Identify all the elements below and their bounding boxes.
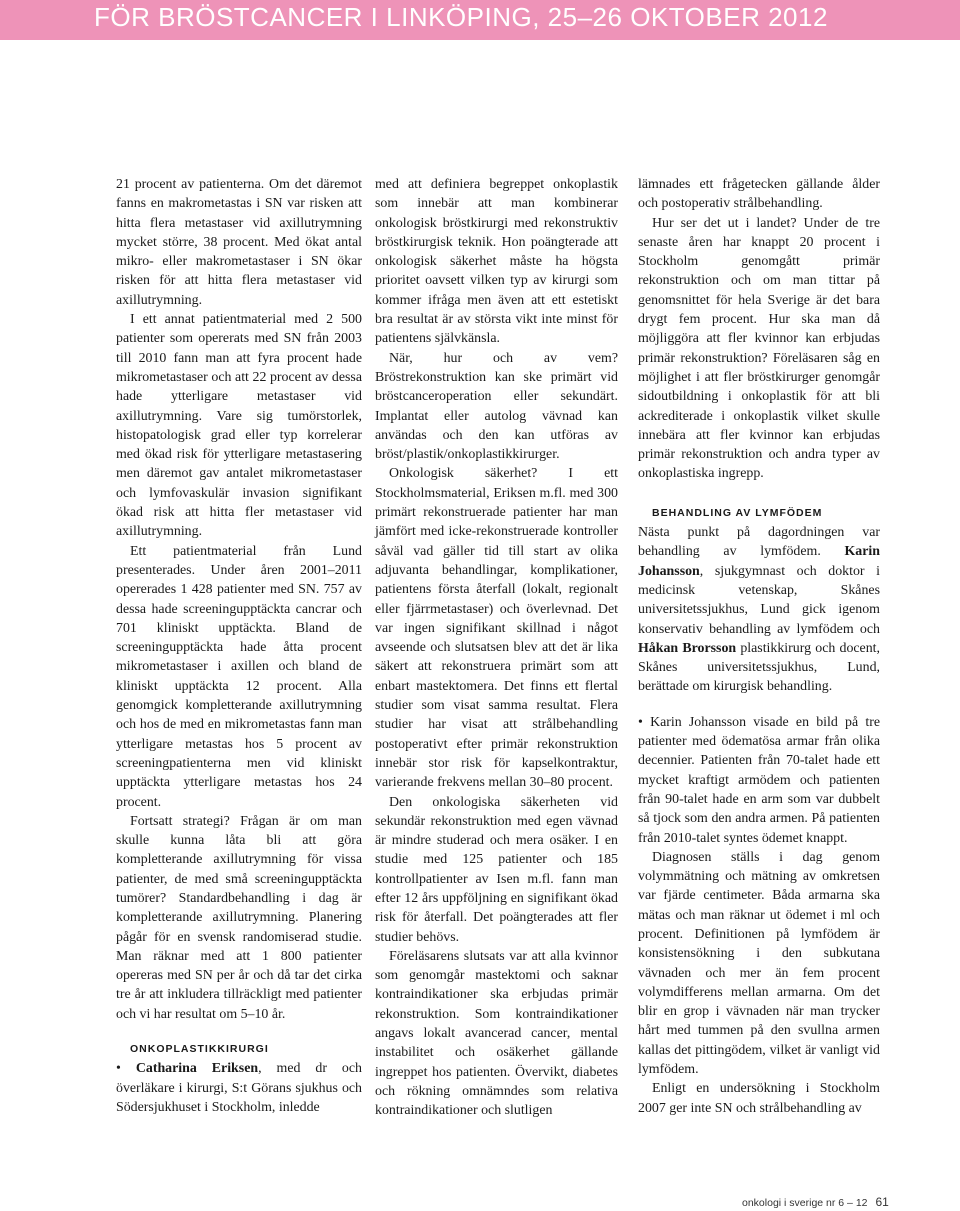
header-banner: [0, 0, 960, 40]
text-column-3: [638, 175, 880, 1118]
paragraph-text: Nästa punkt på dagordningen var behandling av lymfödem.: [638, 525, 880, 560]
text-column-2: [375, 175, 618, 1121]
paragraph: I ett annat patientmaterial med 2 500 patienter som opererats med SN från 2003 till 2010 fann man att fyra procent hade mikrometastaser och att 22 procent av dessa hade ytterligare metastaser vid axillutrymning. Vare sig tumörstorlek, histopatologisk grad eller typ korrelerar med ökad risk för ytterligare metastasering men däremot gav antalet mikrometastaser och lymfovaskulär invasion signifikant ökad risk att hitta fler metastaser vid axillutrymning.: [116, 312, 362, 540]
speaker-name: Håkan Brorsson: [638, 640, 737, 656]
paragraph: Hur ser det ut i landet? Under de tre senaste åren har knappt 20 procent i Stockholm genomgått primär rekonstruktion och om man tittar på genomsnittet för hela Sverige är det bara drygt fem procent. Hur ska man då möjliggöra att fler kvinnor kan erbjudas primär rekonstruktion? Föreläsaren såg en möjlighet i att fler bröstkirurger genomgår sidoutbildning i onkoplastik för att bli ackrediterade i onkoplastik vilket skulle innebära att fler kvinnor kan erbjudas primär rekonstruktion och andra typer av onkoplastiska ingrepp.: [638, 215, 880, 482]
paragraph: När, hur och av vem? Bröstrekonstruktion kan ske primärt vid bröstcanceroperation eller sekundärt. Implantat eller autolog vävnad kan användas och den kan utföras av bröst/plastik/onkoplastikkirurger.: [375, 350, 618, 463]
paragraph: Fortsatt strategi? Frågan är om man skulle kunna låta bli att göra kompletterande axillutrymning för vissa patienter, de med små screeningupptäckta tumörer? Standardbehandling i dag är kompletterande axillutrymning. Planering pågår för en svensk randomiserad studie. Man räknar med att 1 800 patienter opereras med SN per år och då tar det cirka tre år att inkludera tillräckligt med patienter och vi har resultat om 5–10 år.: [116, 813, 362, 1022]
paragraph-text: plastikkirurg och docent, Skånes universitetssjukhus, Lund, berättade om kirurgisk behandling.: [638, 640, 881, 695]
speaker-name: Catharina Eriksen: [135, 1061, 259, 1077]
paragraph: med att definiera begreppet onkoplastik som innebär att man kombinerar onkologisk bröstkirurgi med rekonstruktiv bröstkirurgisk teknik. Hon poängterade att onkologisk säkerhet måste ha högsta prioritet oavsett vilken typ av kirurgi som kommer ifråga men även att ett estetiskt bra resultat är av största vikt inte minst för patientens självkänsla.: [375, 177, 618, 347]
paragraph: Den onkologiska säkerheten vid sekundär rekonstruktion med egen vävnad är mindre studerad och mera osäker. I en studie med 125 patienter och 185 kontrollpatienter av Isen m.fl. fann man efter 12 års uppföljning en signifikant ökad risk för återfall. Det poängterades att fler studier behövs.: [375, 794, 618, 945]
paragraph: Diagnosen ställs i dag genom volymmätning och mätning av omkretsen var fjärde centimeter. Båda armarna ska mätas och man räknar ut ödemet i ml och procent. Definitionen på lymfödem är konsistensökning i den subkutana vävnaden och mer än fem procent volymdifferens mellan armarna. Om det blir en grop i vävnaden när man trycker hårt med tummen på den svullna armen kallas det pittingödem, vilket är vanligt vid lymfödem.: [638, 849, 880, 1078]
journal-name: onkologi i sverige nr 6 – 12: [742, 1197, 868, 1209]
paragraph: Föreläsarens slutsats var att alla kvinnor som genomgår mastektomi och saknar kontraindikationer ska erbjudas primär rekonstruktion. Som kontraindikationer angavs lokalt avancerad cancer, mental instabilitet och osäkerhet gällande ingreppet hos patienten. Övervikt, diabetes och rökning omnämndes som relativa kontraindikationer och slutligen: [375, 948, 618, 1119]
page-header-title: FÖR BRÖSTCANCER I LINKÖPING, 25–26 OKTOBER 2012: [94, 2, 828, 32]
page-number: 61: [875, 1195, 889, 1209]
bullet: •: [116, 1061, 121, 1077]
section-heading: ONKOPLASTIKKIRURGI: [130, 1043, 269, 1056]
paragraph: Enligt en undersökning i Stockholm 2007 ger inte SN och strålbehandling av: [638, 1081, 880, 1116]
paragraph: Onkologisk säkerhet? I ett Stockholmsmaterial, Eriksen m.fl. med 300 primärt rekonstruerade patienter har man jämfört med icke-rekonstruerade kontroller såväl vad gäller tid till start av olika adjuvanta behandlingar, komplikationer, patientens första återfall (lokalt, regionalt eller fjärrmetastaser) och överlevnad. Det var ingen signifikant skillnad i något avseende och slutsatsen blev att det är lika säkert att rekonstruera primärt som att enbart mastektomera. Det finns ett flertal studier som visat samma resultat. Flera studier har visat att strålbehandling postoperativt efter primär rekonstruktion innebär stor risk för kapselkontraktur, varierande frekvens mellan 30–80 procent.: [375, 466, 618, 791]
paragraph: 21 procent av patienterna. Om det däremot fanns en makrometastas i SN var risken att hitta flera metastaser vid axillutrymning mycket större, 38 procent. Med ökat antal mikro- eller makrometastaser i SN ökar risken för att hitta flera metastaser vid axillutrymning.: [116, 177, 362, 308]
paragraph-text: , sjukgymnast och doktor i medicinsk vetenskap, Skånes universitetssjukhus, Lund gick igenom konservativ behandling av lymfödem och: [638, 563, 880, 637]
paragraph: • Karin Johansson visade en bild på tre patienter med ödematösa armar från olika decennier. Patienten från 70-talet hade ett mycket kraftigt armödem och patienten från 90-talet hade en arm som var dubbelt så tjock som den andra armen. På patienten från 2010-talet syntes ödemet knappt.: [638, 714, 880, 846]
paragraph: lämnades ett frågetecken gällande ålder och postoperativ strålbehandling.: [638, 177, 880, 212]
paragraph: [116, 1059, 362, 1117]
page-footer: [742, 1195, 889, 1209]
paragraph: Ett patientmaterial från Lund presenterades. Under åren 2001–2011 opererades 1 428 patienter med SN. 757 av dessa hade screeningupptäckta cancrar och 701 kliniskt upptäckta. Bland de screeningupptäckta hade åtta procent mikrometastaser i axillen och bland de kliniskt upptäckta 12 procent. Alla genomgick kompletterande axillutrymning och hos de med en mikrometastas fann man ytterligare metastas hos 5 procent av screeningpatienterna men vid kliniskt upptäckta ytterligare metastas hos 24 procent.: [116, 543, 362, 810]
paragraph-text: , med dr och överläkare i kirurgi, S:t Görans sjukhus och Södersjukhuset i Stockholm, inledde: [116, 1061, 362, 1115]
speaker-name: Karin Johansson: [638, 544, 880, 579]
section-heading: BEHANDLING AV LYMFÖDEM: [652, 506, 823, 519]
paragraph: [638, 523, 880, 697]
text-column-1: [116, 175, 362, 1117]
